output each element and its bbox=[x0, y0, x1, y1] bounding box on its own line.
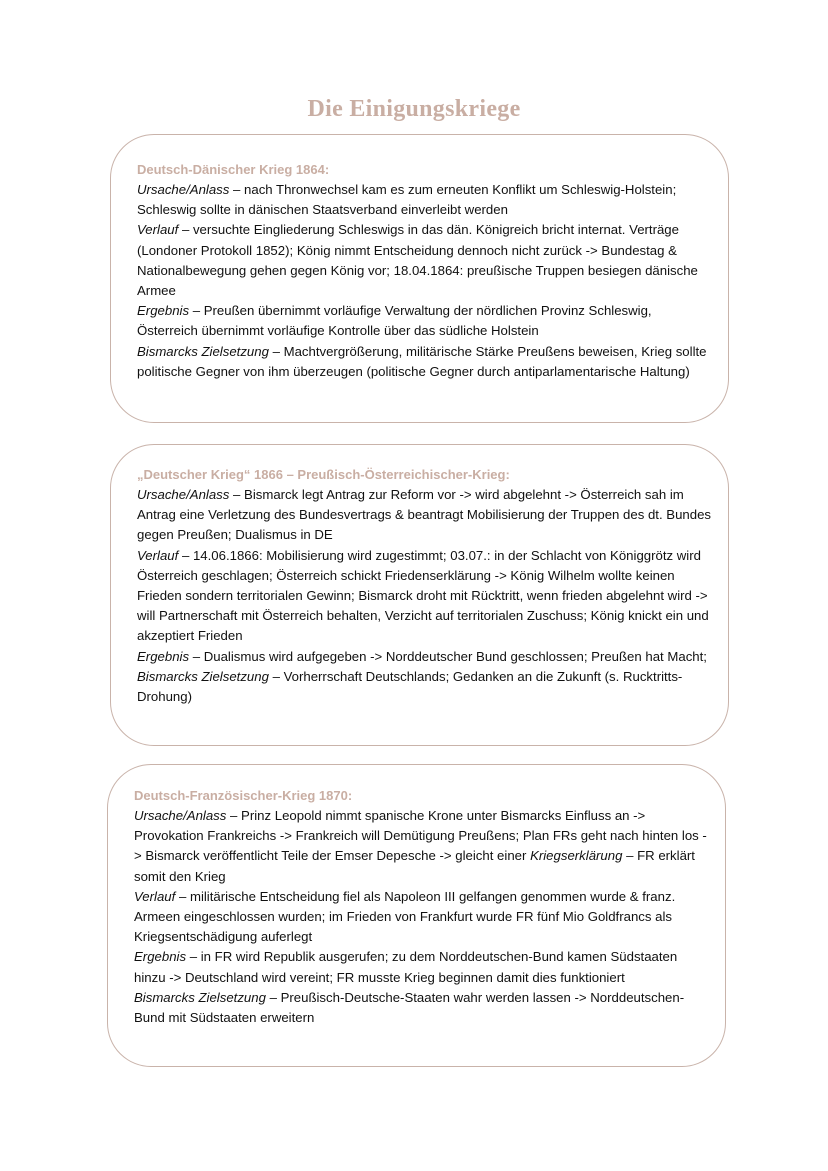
entry-text: – 14.06.1866: Mobilisierung wird zugestimmt; 03.07.: in der Schlacht von Königgrötz wird Österreich geschlagen; Österreich schickt Friedenserklärung -> König Wilhelm wollte keinen Frieden sondern territorialen Gewinn; Bismarck droht mit Rücktritt, wenn frieden abgelehnt wird -> will Partnerschaft mit Österreich behalten, Verzicht auf territorialen Zuschuss; König knickt ein und akzeptiert Frieden bbox=[137, 547, 709, 644]
section-card-german-war bbox=[110, 444, 729, 746]
entry-goal bbox=[134, 988, 709, 1028]
entry-text: – Preußisch-Deutsche-Staaten wahr werden lassen -> Norddeutschen-Bund mit Südstaaten erweitern bbox=[134, 989, 685, 1026]
section-content bbox=[137, 160, 712, 382]
entry-label: Ergebnis bbox=[137, 648, 190, 664]
entry-label: Ergebnis bbox=[134, 949, 187, 965]
entry-text: – militärische Entscheidung fiel als Napoleon III gelfangen genommen wurde & franz. Armeen eingeschlossen wurden; im Frieden von Frankfurt wurde FR fünf Mio Goldfrancs als Kriegsentschädigung auferlegt bbox=[134, 888, 676, 945]
entry-goal bbox=[137, 342, 712, 382]
entry-text: – FR erklärt somit den Krieg bbox=[134, 848, 695, 884]
section-card-danish-war bbox=[110, 134, 729, 423]
entry-label: Ergebnis bbox=[137, 303, 190, 319]
entry-course bbox=[137, 220, 712, 301]
entry-label: Ursache/Anlass bbox=[137, 487, 230, 502]
entry-course bbox=[137, 546, 712, 647]
section-heading: „Deutscher Krieg“ 1866 – Preußisch-Österreichischer-Krieg: bbox=[137, 467, 510, 482]
entry-text: – nach Thronwechsel kam es zum erneuten Konflikt um Schleswig-Holstein; Schleswig sollte in dänischen Staatsverband einverleibt werden bbox=[137, 182, 677, 218]
section-content bbox=[137, 465, 712, 707]
entry-text: – Vorherrschaft Deutschlands; Gedanken an die Zukunft (s. Rucktritts-Drohung) bbox=[137, 668, 683, 705]
entry-label: Verlauf bbox=[134, 888, 176, 904]
entry-course bbox=[134, 887, 709, 948]
entry-text: – Bismarck legt Antrag zur Reform vor -> wird abgelehnt -> Österreich sah im Antrag eine Verletzung des Bundesvertrags & beantragt Mobilisierung der Truppen des dt. Bundes gegen Preußen; Dualismus in DE bbox=[137, 487, 712, 543]
section-card-french-war bbox=[107, 764, 726, 1067]
entry-label: Bismarcks Zielsetzung bbox=[134, 989, 266, 1005]
entry-label: Ursache/Anlass bbox=[137, 182, 230, 197]
entry-text: – Prinz Leopold nimmt spanische Krone unter Bismarcks Einfluss an -> Provokation Frankreichs -> Frankreich will Demütigung Preußens; Plan FRs geht nach hinten los -> Bismarck veröffentlicht Teile der Emser Depesche -> gleicht einer bbox=[134, 808, 707, 864]
section-heading: Deutsch-Französischer-Krieg 1870: bbox=[134, 788, 353, 803]
entry-label: Verlauf bbox=[137, 222, 179, 238]
entry-label: Verlauf bbox=[137, 547, 179, 563]
page-title: Die Einigungskriege bbox=[307, 96, 521, 122]
entry-label: Kriegserklärung bbox=[530, 848, 623, 864]
entry-text: – in FR wird Republik ausgerufen; zu dem Norddeutschen-Bund kamen Südstaaten hinzu -> Deutschland wird vereint; FR musste Krieg beginnen damit dies funktioniert bbox=[134, 949, 678, 985]
entry-result bbox=[137, 301, 712, 341]
entry-cause bbox=[137, 485, 712, 546]
entry-cause bbox=[137, 180, 712, 220]
entry-text: – Dualismus wird aufgegeben -> Norddeutscher Bund geschlossen; Preußen hat Macht; bbox=[189, 648, 707, 664]
section-heading: Deutsch-Dänischer Krieg 1864: bbox=[137, 162, 330, 177]
entry-label: Bismarcks Zielsetzung bbox=[137, 668, 269, 684]
entry-text: – Machtvergrößerung, militärische Stärke Preußens beweisen, Krieg sollte politische Gegner von ihm überzeugen (politische Gegner durch antiparlamentarische Haltung) bbox=[137, 343, 707, 379]
entry-text: – Preußen übernimmt vorläufige Verwaltung der nördlichen Provinz Schleswig, Österreich übernimmt vorläufige Kontrolle über das südliche Holstein bbox=[137, 303, 652, 339]
entry-result bbox=[137, 647, 712, 667]
entry-text: – versuchte Eingliederung Schleswigs in das dän. Königreich bricht internat. Verträge (Londoner Protokoll 1852); König nimmt Entscheidung dennoch nicht zurück -> Bundestag & Nationalbewegung gehen gegen König vor; 18.04.1864: preußische Truppen besiegen dänische Armee bbox=[137, 222, 698, 299]
entry-result bbox=[134, 947, 709, 987]
entry-label: Ursache/Anlass bbox=[134, 808, 227, 823]
entry-label: Bismarcks Zielsetzung bbox=[137, 343, 269, 359]
entry-goal bbox=[137, 667, 712, 707]
entry-cause bbox=[134, 806, 709, 887]
section-content bbox=[134, 786, 709, 1028]
